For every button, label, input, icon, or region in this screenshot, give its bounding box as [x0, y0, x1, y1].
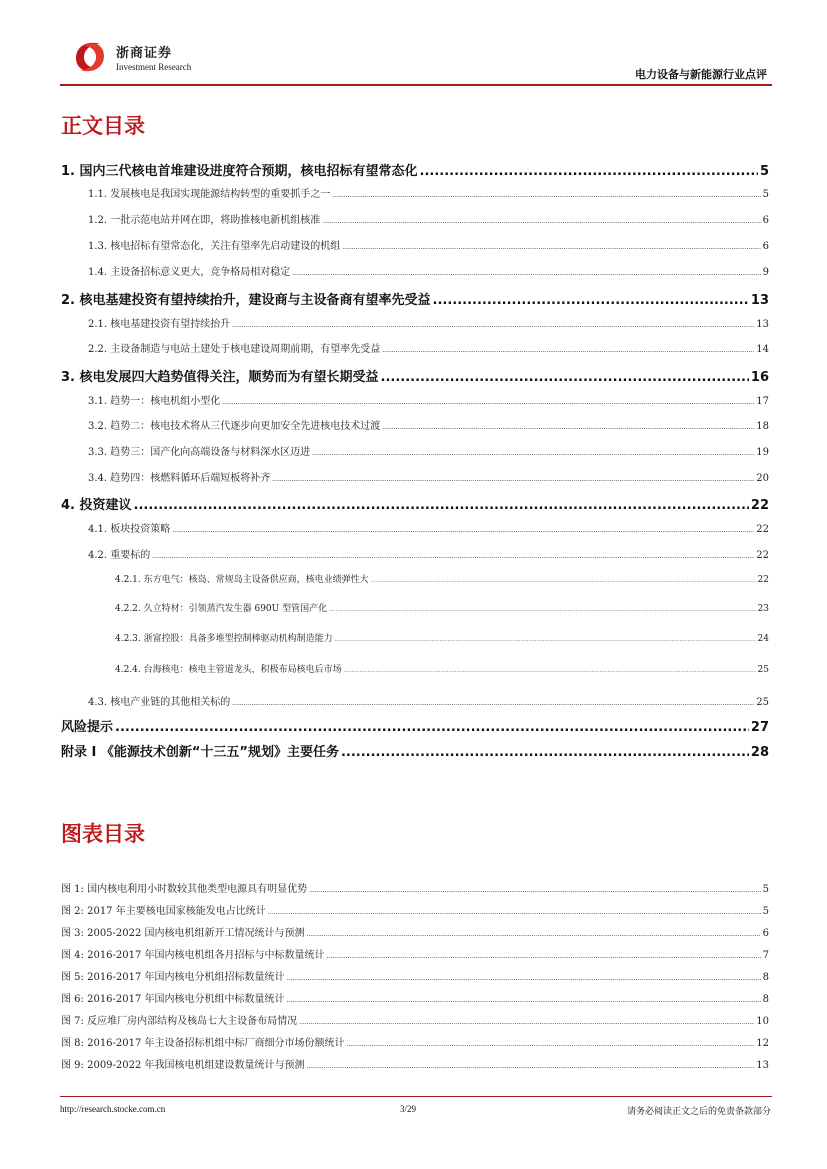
figure-leader-dots [307, 928, 761, 939]
toc-entry-text: 2.2. 主设备制造与电站土建处于核电建设周期前期，有望率先受益 [88, 344, 381, 355]
figure-entry[interactable] [61, 1012, 769, 1027]
toc-entry-page: 23 [757, 604, 769, 614]
toc-entry-page: 14 [756, 344, 769, 355]
figure-leader-dots [307, 1060, 755, 1071]
figure-entry-page: 5 [762, 884, 769, 895]
figure-entry-text: 图 2: 2017 年主要核电国家核能发电占比统计 [61, 906, 266, 917]
toc-entry-page: 24 [757, 634, 769, 644]
toc-entry-page: 13 [750, 293, 769, 308]
toc-entry-page: 19 [756, 447, 769, 458]
toc-entry-page: 5 [762, 189, 769, 200]
figures-title: 图表目录 [61, 822, 145, 846]
figure-entry-page: 7 [762, 950, 769, 961]
toc-entry-text: 2. 核电基建投资有望持续抬升，建设商与主设备商有望率先受益 [61, 293, 431, 308]
toc-entry-text: 1.1. 发展核电是我国实现能源结构转型的重要抓手之一 [88, 189, 331, 200]
figure-leader-dots [347, 1038, 755, 1049]
figure-entry[interactable] [61, 946, 769, 961]
toc-entry-page: 22 [757, 575, 769, 585]
toc-entry-page: 27 [750, 720, 769, 735]
figure-entry-page: 10 [756, 1016, 769, 1027]
toc-entry-text: 3.1. 趋势一：核电机组小型化 [88, 396, 221, 407]
toc-entry-page: 17 [756, 396, 769, 407]
figure-entry-text: 图 6: 2016-2017 年国内核电分机组中标数量统计 [61, 994, 285, 1005]
figure-entry[interactable] [61, 990, 769, 1005]
figure-leader-dots [299, 1016, 754, 1027]
figure-entry-text: 图 5: 2016-2017 年国内核电分机组招标数量统计 [61, 972, 285, 983]
toc-entry-page: 25 [757, 665, 769, 675]
toc-entry-text: 1.4. 主设备招标意义更大，竞争格局相对稳定 [88, 267, 291, 278]
toc-entry-text: 4.3. 核电产业链的其他相关标的 [88, 697, 231, 708]
figure-entry-page: 5 [762, 906, 769, 917]
toc-entry-text: 4.2.3. 浙富控股：具备多堆型控制棒驱动机构制造能力 [115, 634, 333, 644]
figure-entry-text: 图 7: 反应堆厂房内部结构及核岛七大主设备布局情况 [61, 1016, 298, 1027]
toc-entry-text: 3.2. 趋势二：核电技术将从三代逐步向更加安全先进核电技术过渡 [88, 421, 381, 432]
figure-entry[interactable] [61, 902, 769, 917]
footer-url-link[interactable]: http://research.stocke.com.cn [60, 1104, 166, 1114]
figure-entry[interactable] [61, 880, 769, 895]
figure-leader-dots [327, 950, 761, 961]
figure-leader-dots [309, 884, 761, 895]
toc-entry-page: 22 [756, 550, 769, 561]
toc-entry-page: 25 [756, 697, 769, 708]
footer-divider [60, 1096, 772, 1097]
toc-entry-page: 5 [759, 164, 769, 179]
figure-entry[interactable] [61, 924, 769, 939]
figure-entry-text: 图 4: 2016-2017 年国内核电机组各月招标与中标数量统计 [61, 950, 325, 961]
toc-entry-text: 3.4. 趋势四：核燃料循环后端短板将补齐 [88, 473, 271, 484]
report-category: 电力设备与新能源行业点评 [635, 68, 767, 81]
brand-name: 浙商证券 [116, 46, 173, 61]
figure-entry-text: 图 8: 2016-2017 年主设备招标机组中标厂商细分市场份额统计 [61, 1038, 345, 1049]
figure-entry[interactable] [61, 1034, 769, 1049]
toc-entry-text: 4.1. 板块投资策略 [88, 524, 171, 535]
toc-entry-page: 9 [762, 267, 769, 278]
toc-entry-text: 2.1. 核电基建投资有望持续抬升 [88, 319, 231, 330]
brand-subtitle: Investment Research [116, 62, 192, 72]
toc-entry-text: 4.2.1. 东方电气：核岛、常规岛主设备供应商，核电业绩弹性大 [115, 575, 369, 585]
figure-entry-page: 6 [762, 928, 769, 939]
toc-entry-page: 22 [756, 524, 769, 535]
toc-entry-page: 16 [750, 370, 769, 385]
toc-entry-page: 20 [756, 473, 769, 484]
toc-entry-text: 4.2.2. 久立特材：引领蒸汽发生器 690U 型管国产化 [115, 604, 328, 614]
toc-entry-text: 1.2. 一批示范电站并网在即，将助推核电新机组核准 [88, 215, 321, 226]
toc-entry-text: 4. 投资建议 [61, 498, 132, 513]
figure-entry-text: 图 3: 2005-2022 国内核电机组新开工情况统计与预测 [61, 928, 305, 939]
page-number: 3/29 [400, 1104, 417, 1114]
toc-entry-text: 3. 核电发展四大趋势值得关注，顺势而为有望长期受益 [61, 370, 379, 385]
toc-entry-text: 4.2. 重要标的 [88, 550, 151, 561]
figure-leader-dots [287, 972, 761, 983]
figure-entry-page: 13 [756, 1060, 769, 1071]
toc-entry-page: 22 [750, 498, 769, 513]
figure-entry[interactable] [61, 1056, 769, 1071]
toc-entry-text: 3.3. 趋势三：国产化向高端设备与材料深水区迈进 [88, 447, 311, 458]
footer-disclaimer: 请务必阅读正文之后的免责条款部分 [626, 1107, 771, 1117]
figure-leader-dots [268, 906, 761, 917]
figure-entry-page: 8 [762, 994, 769, 1005]
figure-entry-text: 图 1: 国内核电利用小时数较其他类型电源具有明显优势 [61, 884, 308, 895]
toc-title: 正文目录 [61, 114, 145, 138]
figure-leader-dots [287, 994, 761, 1005]
toc-entry-page: 28 [750, 745, 769, 760]
toc-entry-page: 18 [756, 421, 769, 432]
figure-entry-page: 8 [762, 972, 769, 983]
figure-entry-text: 图 9: 2009-2022 年我国核电机组建设数量统计与预测 [61, 1060, 305, 1071]
toc-entry-text: 1.3. 核电招标有望常态化，关注有望率先启动建设的机组 [88, 241, 341, 252]
toc-entry-page: 13 [756, 319, 769, 330]
toc-entry-text: 1. 国内三代核电首堆建设进度符合预期，核电招标有望常态化 [61, 164, 418, 179]
toc-entry-page: 6 [762, 241, 769, 252]
toc-entry-text: 4.2.4. 台海核电：核电主管道龙头，积极布局核电后市场 [115, 665, 342, 675]
figure-entry[interactable] [61, 968, 769, 983]
toc-entry-text: 附录 I 《能源技术创新“十三五”规划》主要任务 [61, 745, 339, 760]
figure-entry-page: 12 [756, 1038, 769, 1049]
toc-entry-page: 6 [762, 215, 769, 226]
toc-entry-text: 风险提示 [61, 720, 114, 735]
